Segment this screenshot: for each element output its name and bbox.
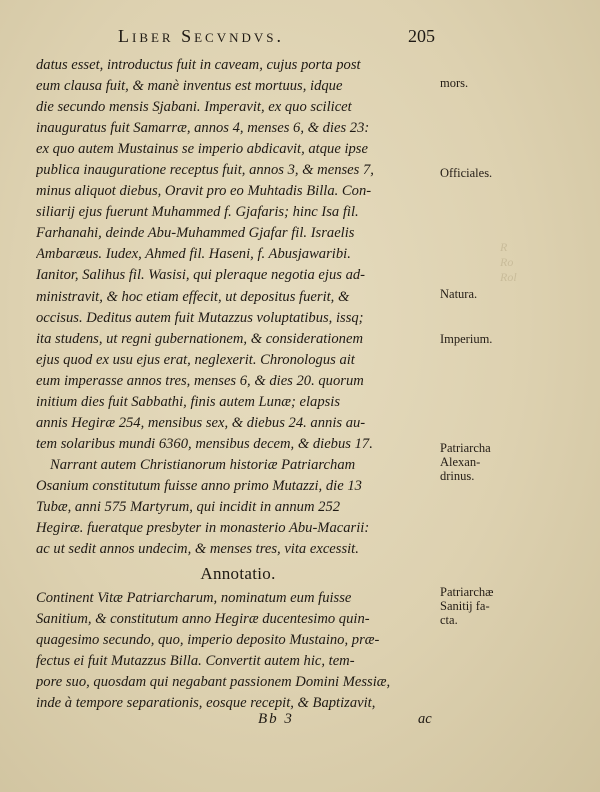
margin-note-line: Officiales. — [440, 166, 493, 180]
text-line: inauguratus fuit Samarræ, annos 4, menses 6, & dies 23: — [36, 120, 370, 137]
text-line: datus esset, introductus fuit in caveam, cujus porta post — [36, 57, 361, 73]
annotation-line: fectus ei fuit Mutazzus Billa. Convertit autem hic, tem- — [36, 653, 355, 670]
running-head: Liber Secvndvs. — [118, 26, 285, 46]
text-line: eum clausa fuit, & manè inventus est mortuus, idque — [36, 78, 343, 95]
margin-note-imperium — [440, 332, 512, 346]
text-line: ita studens, ut regni gubernationem, & considerationem — [36, 330, 363, 347]
text-line: occisus. Deditus autem fuit Mutazzus voluptatibus, issq; — [36, 309, 364, 326]
margin-note-patriarchae — [440, 585, 512, 627]
margin-note-line: Alexan- — [440, 455, 481, 469]
margin-note-line: mors. — [440, 76, 469, 90]
text-line: ejus quod ex usu ejus erat, neglexerit. Chronologus ait — [36, 351, 355, 368]
annotation-line: Continent Vitæ Patriarcharum, nominatum eum fuisse — [36, 590, 352, 607]
text-line: ex quo autem Mustainus se imperio abdicavit, atque ipse — [36, 141, 368, 158]
text-line: annis Hegiræ 254, mensibus sex, & diebus 24. annis au- — [36, 414, 366, 431]
text-line: die secundo mensis Sjabani. Imperavit, ex quo scilicet — [36, 99, 352, 116]
margin-note-natura — [440, 287, 512, 301]
annotation-heading: Annotatio. — [200, 564, 276, 584]
margin-note-line: cta. — [440, 613, 458, 627]
text-line: Ambaræus. Iudex, Ahmed fil. Haseni, f. Abusjawaribi. — [36, 246, 351, 263]
margin-note-line: Natura. — [440, 287, 478, 301]
annotation-line: pore suo, quosdam qui negabant passionem Domini Messiæ, — [36, 674, 391, 691]
text-line: Farhanahi, deinde Abu-Muhammed Gjafar fil. Israelis — [36, 225, 355, 242]
text-line: ac ut sedit annos undecim, & menses tres, vita excessit. — [36, 541, 359, 558]
annotation-line: inde à tempore separationis, eosque recepit, & Baptizavit, — [36, 695, 376, 712]
annotation-line: quagesimo secundo, quo, imperio deposito Mustaino, præ- — [36, 632, 380, 649]
text-line: Osanium constitutum fuisse anno primo Mutazzi, die 13 — [36, 477, 362, 494]
text-line: Narrant autem Christianorum historiæ Patriarcham — [50, 456, 356, 473]
text-line: Ianitor, Salihus fil. Wasisi, qui pleraque negotia ejus ad- — [36, 267, 366, 284]
page-number: 205 — [408, 26, 435, 46]
text-line: Hegiræ. fueratque presbyter in monasterio Abu-Macarii: — [36, 520, 370, 537]
show-through-ink: R Ro Rol — [500, 240, 517, 284]
text-line: tem solaribus mundi 6360, mensibus decem, & diebus 17. — [36, 435, 373, 452]
margin-note-line: Patriarcha — [440, 441, 491, 455]
margin-note-line: Patriarchæ — [440, 585, 494, 599]
margin-note-mors — [440, 76, 512, 90]
margin-note-line: Imperium. — [440, 332, 493, 346]
main-text-block — [36, 55, 440, 714]
margin-note-officiales — [440, 166, 512, 180]
text-line: Tubæ, anni 575 Martyrum, qui incidit in annum 252 — [36, 498, 341, 515]
text-line: publica inauguratione receptus fuit, annos 3, & menses 7, — [36, 162, 374, 179]
catchword: ac — [418, 711, 432, 727]
text-line: eum imperasse annos tres, menses 6, & dies 20. quorum — [36, 372, 364, 389]
annotation-line: Sanitium, & constitutum anno Hegiræ ducentesimo quin- — [36, 611, 370, 628]
signature-mark: Bb 3 — [258, 711, 294, 727]
text-line: minus aliquot diebus, Oravit pro eo Muhtadis Billa. Con- — [36, 183, 372, 200]
text-line: ministravit, & hoc etiam effecit, ut depositus fuerit, & — [36, 288, 350, 305]
text-line: initium dies fuit Sabbathi, finis autem Lunæ; elapsis — [36, 393, 341, 410]
margin-note-line: Sanitij fa- — [440, 599, 490, 613]
margin-note-patriarcha — [440, 441, 512, 483]
margin-note-line: drinus. — [440, 469, 475, 483]
text-line: siliarij ejus fuerunt Muhammed f. Gjafaris; hinc Isa fil. — [36, 204, 359, 221]
